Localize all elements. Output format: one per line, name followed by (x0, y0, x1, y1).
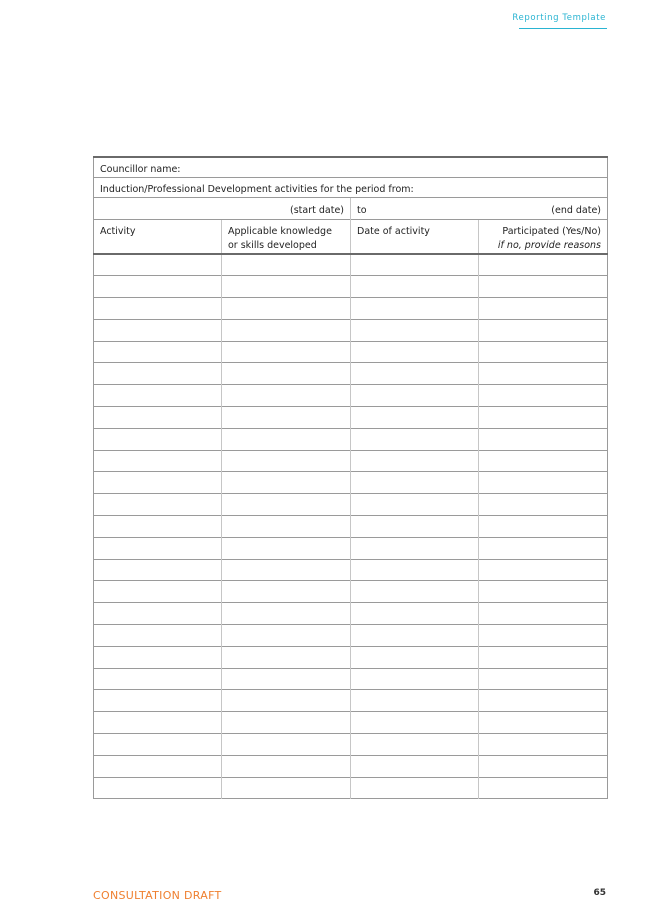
column-header-activity-line1: Activity (100, 226, 136, 237)
activity-cell[interactable] (94, 603, 222, 625)
knowledge-cell[interactable] (222, 734, 351, 756)
activity-cell[interactable] (94, 537, 222, 559)
activity-cell[interactable] (94, 581, 222, 603)
knowledge-cell[interactable] (222, 537, 351, 559)
participated-cell[interactable] (479, 668, 608, 690)
header-tag: Reporting Template (512, 13, 606, 23)
table-row (94, 646, 608, 668)
participated-cell[interactable] (479, 407, 608, 429)
participated-cell[interactable] (479, 537, 608, 559)
participated-cell[interactable] (479, 516, 608, 538)
knowledge-cell[interactable] (222, 428, 351, 450)
activity-cell[interactable] (94, 668, 222, 690)
knowledge-cell[interactable] (222, 472, 351, 494)
date-cell[interactable] (351, 472, 479, 494)
date-cell[interactable] (351, 625, 479, 647)
participated-cell[interactable] (479, 319, 608, 341)
knowledge-cell[interactable] (222, 363, 351, 385)
table-row (94, 385, 608, 407)
participated-cell[interactable] (479, 646, 608, 668)
activity-cell[interactable] (94, 690, 222, 712)
column-header-participated-line1: Participated (Yes/No) (502, 226, 602, 237)
activity-cell[interactable] (94, 712, 222, 734)
table-row (94, 603, 608, 625)
knowledge-cell[interactable] (222, 625, 351, 647)
column-header-participated (479, 220, 608, 255)
activity-cell[interactable] (94, 298, 222, 320)
knowledge-cell[interactable] (222, 646, 351, 668)
date-cell[interactable] (351, 516, 479, 538)
table-row (94, 276, 608, 298)
table-row (94, 363, 608, 385)
knowledge-cell[interactable] (222, 407, 351, 429)
to-label: to (357, 205, 367, 216)
participated-cell[interactable] (479, 363, 608, 385)
participated-cell[interactable] (479, 625, 608, 647)
activity-cell[interactable] (94, 494, 222, 516)
date-cell[interactable] (351, 341, 479, 363)
table-row (94, 712, 608, 734)
start-date-field[interactable] (94, 198, 351, 220)
date-range-row (94, 198, 608, 220)
activity-cell[interactable] (94, 777, 222, 799)
participated-cell[interactable] (479, 298, 608, 320)
date-cell[interactable] (351, 363, 479, 385)
knowledge-cell[interactable] (222, 777, 351, 799)
participated-cell[interactable] (479, 712, 608, 734)
table-row (94, 341, 608, 363)
table-row (94, 494, 608, 516)
date-cell[interactable] (351, 603, 479, 625)
date-cell[interactable] (351, 450, 479, 472)
table-row (94, 516, 608, 538)
period-row (94, 178, 608, 198)
table-row (94, 428, 608, 450)
reporting-form-table (93, 156, 608, 799)
column-header-date (351, 220, 479, 255)
end-date-field[interactable] (351, 198, 608, 220)
knowledge-cell[interactable] (222, 690, 351, 712)
date-cell[interactable] (351, 777, 479, 799)
column-header-knowledge-line1: Applicable knowledge (228, 226, 332, 237)
table-row (94, 537, 608, 559)
table-row (94, 734, 608, 756)
participated-cell[interactable] (479, 450, 608, 472)
table-row (94, 690, 608, 712)
knowledge-cell[interactable] (222, 603, 351, 625)
knowledge-cell[interactable] (222, 298, 351, 320)
councillor-name-label[interactable]: Councillor name: (94, 157, 608, 178)
knowledge-cell[interactable] (222, 559, 351, 581)
date-cell[interactable] (351, 298, 479, 320)
date-cell[interactable] (351, 407, 479, 429)
table-row (94, 668, 608, 690)
date-cell[interactable] (351, 319, 479, 341)
period-label: Induction/Professional Development activities for the period from: (94, 178, 608, 198)
activity-cell[interactable] (94, 254, 222, 276)
activity-cell[interactable] (94, 472, 222, 494)
participated-cell[interactable] (479, 494, 608, 516)
participated-cell[interactable] (479, 276, 608, 298)
date-cell[interactable] (351, 734, 479, 756)
start-date-label: (start date) (290, 205, 344, 216)
councillor-name-row (94, 157, 608, 178)
knowledge-cell[interactable] (222, 276, 351, 298)
participated-cell[interactable] (479, 734, 608, 756)
knowledge-cell[interactable] (222, 581, 351, 603)
table-row (94, 755, 608, 777)
participated-cell[interactable] (479, 777, 608, 799)
knowledge-cell[interactable] (222, 341, 351, 363)
column-header-participated-line2: if no, provide reasons (497, 240, 602, 251)
activity-cell[interactable] (94, 516, 222, 538)
activity-cell[interactable] (94, 428, 222, 450)
table-row (94, 298, 608, 320)
date-cell[interactable] (351, 537, 479, 559)
date-cell[interactable] (351, 712, 479, 734)
activity-cell[interactable] (94, 276, 222, 298)
table-row (94, 472, 608, 494)
column-header-date-line1: Date of activity (357, 226, 430, 237)
activity-cell[interactable] (94, 363, 222, 385)
activity-cell[interactable] (94, 385, 222, 407)
table-row (94, 581, 608, 603)
consultation-draft-label: CONSULTATION DRAFT (93, 889, 222, 902)
table-row (94, 625, 608, 647)
participated-cell[interactable] (479, 472, 608, 494)
header-underline (519, 28, 607, 29)
knowledge-cell[interactable] (222, 668, 351, 690)
date-cell[interactable] (351, 428, 479, 450)
table-row (94, 450, 608, 472)
activity-cell[interactable] (94, 755, 222, 777)
participated-cell[interactable] (479, 428, 608, 450)
date-cell[interactable] (351, 755, 479, 777)
column-header-knowledge (222, 220, 351, 255)
knowledge-cell[interactable] (222, 319, 351, 341)
column-header-knowledge-line2: or skills developed (228, 240, 317, 251)
participated-cell[interactable] (479, 755, 608, 777)
table-row (94, 407, 608, 429)
activity-cell[interactable] (94, 559, 222, 581)
date-cell[interactable] (351, 668, 479, 690)
participated-cell[interactable] (479, 341, 608, 363)
date-cell[interactable] (351, 276, 479, 298)
participated-cell[interactable] (479, 254, 608, 276)
date-cell[interactable] (351, 690, 479, 712)
date-cell[interactable] (351, 494, 479, 516)
table-row (94, 777, 608, 799)
participated-cell[interactable] (479, 581, 608, 603)
date-cell[interactable] (351, 385, 479, 407)
table-row (94, 559, 608, 581)
end-date-label: (end date) (551, 205, 602, 216)
page-number: 65 (593, 888, 606, 898)
activity-cell[interactable] (94, 319, 222, 341)
participated-cell[interactable] (479, 603, 608, 625)
activity-cell[interactable] (94, 625, 222, 647)
knowledge-cell[interactable] (222, 494, 351, 516)
date-cell[interactable] (351, 646, 479, 668)
knowledge-cell[interactable] (222, 254, 351, 276)
knowledge-cell[interactable] (222, 712, 351, 734)
activity-cell[interactable] (94, 734, 222, 756)
column-header-row (94, 220, 608, 255)
table-row (94, 319, 608, 341)
column-header-activity (94, 220, 222, 255)
knowledge-cell[interactable] (222, 516, 351, 538)
date-cell[interactable] (351, 559, 479, 581)
date-cell[interactable] (351, 254, 479, 276)
activity-cell[interactable] (94, 341, 222, 363)
knowledge-cell[interactable] (222, 385, 351, 407)
knowledge-cell[interactable] (222, 755, 351, 777)
participated-cell[interactable] (479, 385, 608, 407)
activity-cell[interactable] (94, 407, 222, 429)
activity-cell[interactable] (94, 646, 222, 668)
activity-cell[interactable] (94, 450, 222, 472)
participated-cell[interactable] (479, 690, 608, 712)
participated-cell[interactable] (479, 559, 608, 581)
knowledge-cell[interactable] (222, 450, 351, 472)
date-cell[interactable] (351, 581, 479, 603)
table-row (94, 254, 608, 276)
